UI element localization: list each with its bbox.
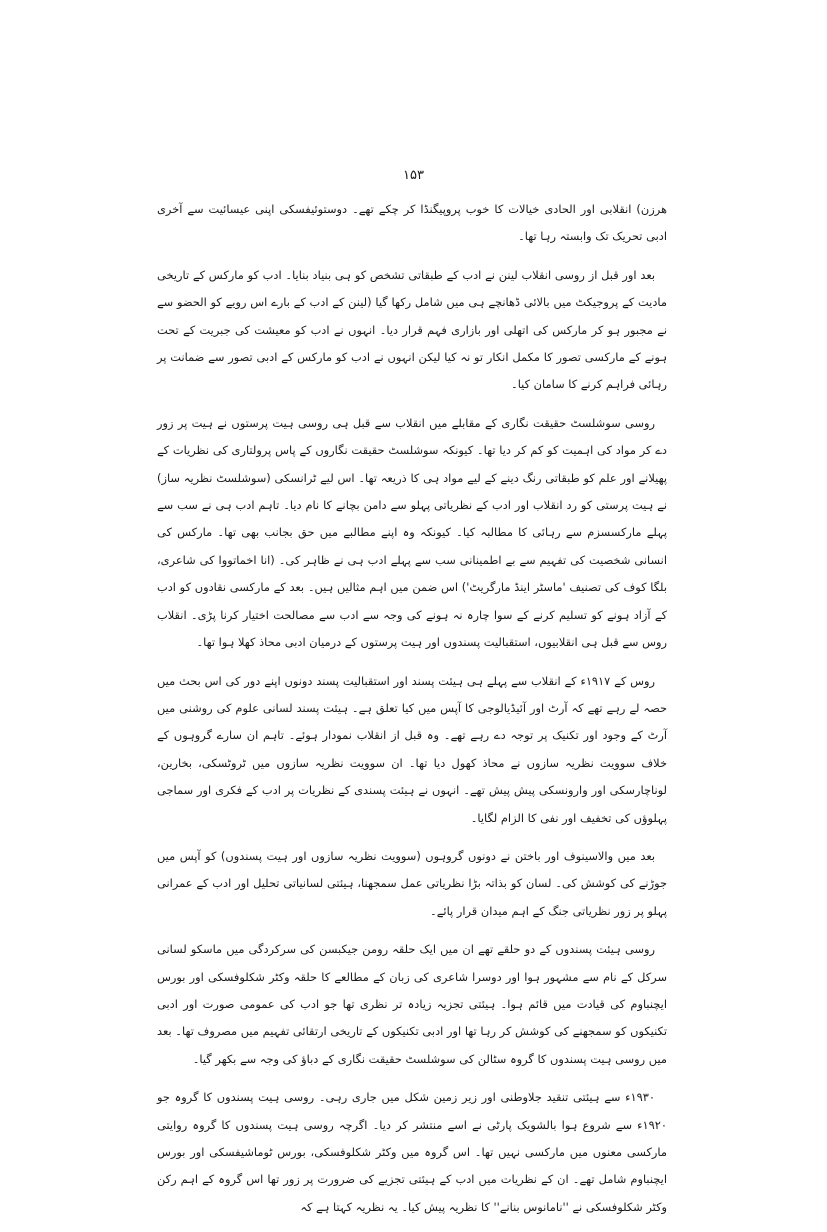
paragraph-7: ۱۹۳۰ء سے ہیئتی تنقید جلاوطنی اور زیر زمین شکل میں جاری رہی۔ روسی ہیت پسندوں کا گروہ جو ۱۹۲۰ء سے شروع ہوا بالشویک پارٹی نے اسے منتشر کر دیا۔ اگرچہ روسی ہیت پسندوں کا گروہ روایتی مارکسی معنوں میں مارکسی نہیں تھا۔ اس گروہ میں وکٹر شکلوفسکی، بورس ٹوماشیفسکی اور بورس ایچنباوم شامل تھے۔ ان کے نظریات میں ادب کے ہیئتی تجزیے کی ضرورت پر زور تھا اس گروہ کے اہم رکن وکٹر شکلوفسکی نے ''نامانوس بنانے'' کا نظریہ پیش کیا۔ یہ نظریہ کہتا ہے کہ <box>157 1090 667 1214</box>
page-number: ۱۵۳ <box>403 168 424 183</box>
paragraph-1: ھرزن) انقلابی اور الحادی خیالات کا خوب پروپیگنڈا کر چکے تھے۔ دوستوئیفسکی اپنی عیسائیت سے آخری ادبی تحریک تک وابستہ رہا تھا۔ <box>157 202 667 244</box>
paragraph-6: روسی ہیئت پسندوں کے دو حلقے تھے ان میں ایک حلقہ رومن جیکبسن کی سرکردگی میں ماسکو لسانی سرکل کے نام سے مشہور ہوا اور دوسرا شاعری کی زبان کے مطالعے کا حلقہ وکٹر شکلوفسکی اور بورس ایچنباوم کی قیادت میں قائم ہوا۔ ہیئتی تجزیہ زیادہ تر نظری تھا جو ادب کی عمومی صورت اور ادبی تکنیکوں کو سمجھنے کی کوشش کر رہا تھا اور ادبی تکنیکوں کے تاریخی ارتقائی تفہیم میں مصروف تھا۔ بعد میں روسی ہیت پسندوں کا گروہ سٹالن کی سوشلسٹ حقیقت نگاری کے دباؤ کی وجہ سے بکھر گیا۔ <box>157 942 667 1066</box>
paragraph-3: روسی سوشلسٹ حقیقت نگاری کے مقابلے میں انقلاب سے قبل ہی روسی ہیت پرستوں نے ہیت پر زور دے کر مواد کی اہمیت کو کم کر دیا تھا۔ کیونکہ سوشلسٹ حقیقت نگاروں کے پاس پرولتاری کی نظریات کے پھیلانے اور علم کو طبقاتی رنگ دینے کے لیے مواد ہی کا ذریعہ تھا۔ اس لیے ٹرانسکی (سوشلسٹ نظریہ ساز) نے ہیت پرستی کو رد انقلاب اور ادب کے نظریاتی پہلو سے دامن بچانے کا نام دیا۔ تاہم ادب ہی نے سب سے پہلے مارکسسزم سے رہائی کا مطالبہ کیا۔ کیونکہ وہ اپنے مطالبے میں حق بجانب بھی تھا۔ مارکس کی انسانی شخصیت کی تفہیم سے بے اطمینانی سب سے پہلے ادب ہی نے ظاہر کی۔ (انا اخماتووا کی شاعری، بلگا کوف کی تصنیف 'ماسٹر اینڈ مارگریٹ') اس ضمن میں اہم مثالیں ہیں۔ بعد کے مارکسی نقادوں کو ادب کے آزاد ہونے کو تسلیم کرنے کے سوا چارہ نہ ہونے کی وجہ سے ادب سے مصالحت اختیار کرنا پڑی۔ انقلاب روس سے قبل ہی انقلابیوں، استقبالیت پسندوں اور ہیت پرستوں کے درمیان ادبی محاذ کھلا ہوا تھا۔ <box>157 415 667 650</box>
body-text <box>157 196 667 1232</box>
paragraph-2: بعد اور قبل از روسی انقلاب لینن نے ادب کے طبقاتی تشخص کو ہی بنیاد بنایا۔ ادب کو مارکس کے تاریخی مادیت کے پروجیکٹ میں بالائی ڈھانچے ہی میں شامل رکھا گیا (لینن کے ادب کے بارے اس رویے کو الحضو سے نے مجبور ہو کر مارکس کی اتھلی اور بازاری فہم قرار دیا۔ انہوں نے ادب کو معیشت کی جبریت کے تحت ہونے کے مارکسی تصور کا مکمل انکار تو نہ کیا لیکن انہوں نے ادب کو مارکس کے ادبی تصور سے ضمانت پر رہائی فراہم کرنے کا سامان کیا۔ <box>157 267 667 392</box>
paragraph-4: روس کے ۱۹۱۷ء کے انقلاب سے پہلے ہی ہیئت پسند اور استقبالیت پسند دونوں اپنے دور کی اس بحث میں حصہ لے رہے تھے کہ آرٹ اور آئیڈیالوجی کا آپس میں کیا تعلق ہے۔ ہیئت پسند لسانی علوم کی روشنی میں آرٹ کے وجود اور تکنیک پر توجہ دے رہے تھے۔ وہ قبل از انقلاب نمودار ہوئے۔ تاہم ان سارے گروہوں کے خلاف سوویت نظریہ سازوں نے محاذ کھول دیا تھا۔ ان سوویت نظریہ سازوں میں ٹروٹسکی، بخارین، لوناچارسکی اور وارونسکی پیش پیش تھے۔ انہوں نے ہیئت پسندی کے نظریات پر ادب کے فکری اور سماجی پہلوؤں کی تخفیف اور نفی کا الزام لگایا۔ <box>157 673 667 825</box>
paragraph-5: بعد میں والاسینوف اور باختن نے دونوں گروہوں (سوویت نظریہ سازوں اور ہیت پسندوں) کو آپس میں جوڑنے کی کوشش کی۔ لسان کو بذاتہ بڑا نظریاتی عمل سمجھنا، ہیئتی لسانیاتی تحلیل اور ادب کے عمرانی پہلو پر زور نظریاتی جنگ کے اہم میدان قرار پائے۔ <box>157 848 667 918</box>
